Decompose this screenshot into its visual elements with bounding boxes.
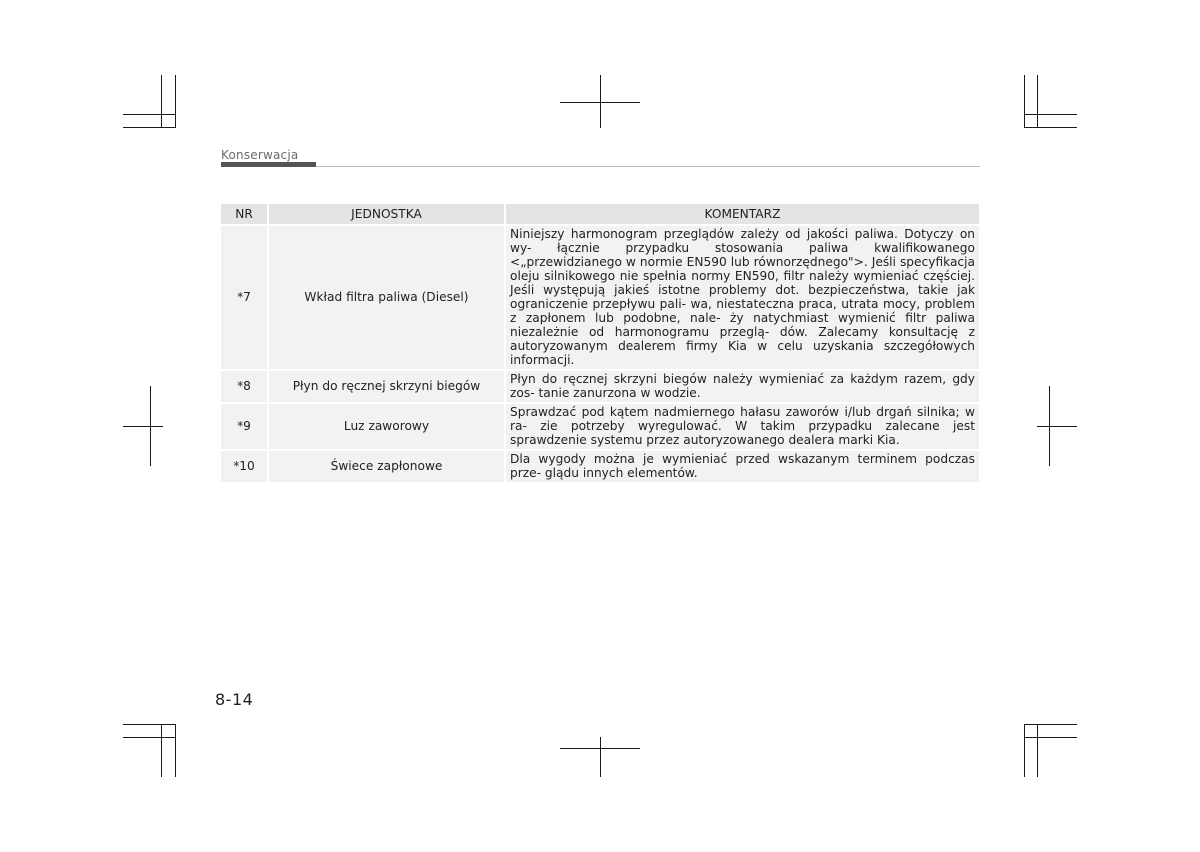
crop-mark	[175, 724, 176, 777]
table-row	[221, 370, 979, 403]
crop-mark	[123, 724, 175, 725]
crop-mark	[1024, 724, 1077, 725]
registration-mark	[560, 748, 640, 749]
row-nr: *10	[221, 450, 268, 482]
row-comment: Dla wygody można je wymieniać przed wskazanym terminem podczas prze- glądu innych elementów.	[505, 450, 979, 482]
crop-mark	[1037, 75, 1038, 128]
table-row	[221, 225, 979, 370]
maintenance-table	[221, 204, 979, 482]
row-nr: *9	[221, 403, 268, 450]
crop-mark	[123, 114, 175, 115]
crop-mark	[1037, 724, 1038, 777]
row-comment: Sprawdzać pod kątem nadmiernego hałasu zaworów i/lub drgań silnika; w ra- zie potrzeby wyregulować. W takim przypadku zalecane jest sprawdzenie systemu przez autoryzowanego dealera marki Kia.	[505, 403, 979, 450]
registration-mark	[123, 426, 163, 427]
crop-mark	[123, 127, 175, 128]
row-comment: Płyn do ręcznej skrzyni biegów należy wymieniać za każdym razem, gdy zos- tanie zanurzona w wodzie.	[505, 370, 979, 403]
crop-mark	[123, 737, 175, 738]
section-title-rule	[316, 166, 980, 167]
row-nr: *7	[221, 225, 268, 370]
registration-mark	[600, 737, 601, 777]
crop-mark	[1024, 724, 1025, 777]
page-number: 8-14	[215, 690, 254, 709]
row-unit: Świece zapłonowe	[268, 450, 505, 482]
crop-mark	[175, 75, 176, 128]
crop-mark	[1024, 75, 1025, 128]
table-row	[221, 450, 979, 482]
crop-mark	[1024, 737, 1077, 738]
row-unit: Płyn do ręcznej skrzyni biegów	[268, 370, 505, 403]
column-header-nr: NR	[221, 204, 268, 225]
row-unit: Wkład filtra paliwa (Diesel)	[268, 225, 505, 370]
row-nr: *8	[221, 370, 268, 403]
section-title-bar	[221, 162, 316, 167]
section-title: Konserwacja	[221, 148, 299, 162]
row-comment: Niniejszy harmonogram przeglądów zależy od jakości paliwa. Dotyczy on wy- łącznie przypadku stosowania paliwa kwalifikowanego <„przewidzianego w normie EN590 lub równorzędnego">. Jeśli specyfikacja oleju silnikowego nie spełnia normy EN590, filtr należy wymieniać częściej. Jeśli występują jakieś istotne problemy dot. bezpieczeństwa, takie jak ograniczenie przepływu pali- wa, niestateczna praca, utrata mocy, problem z zapłonem lub podobne, nale- ży natychmiast wymienić filtr paliwa niezależnie od harmonogramu przeglą- dów. Zalecamy konsultację z autoryzowanym dealerem firmy Kia w celu uzyskania szczegółowych informacji.	[505, 225, 979, 370]
crop-mark	[1024, 114, 1077, 115]
registration-mark	[560, 102, 640, 103]
column-header-unit: JEDNOSTKA	[268, 204, 505, 225]
registration-mark	[1037, 426, 1077, 427]
table-row	[221, 403, 979, 450]
crop-mark	[1024, 127, 1077, 128]
row-unit: Luz zaworowy	[268, 403, 505, 450]
crop-mark	[161, 724, 162, 777]
crop-mark	[161, 75, 162, 128]
column-header-comment: KOMENTARZ	[505, 204, 979, 225]
table-header-row	[221, 204, 979, 225]
